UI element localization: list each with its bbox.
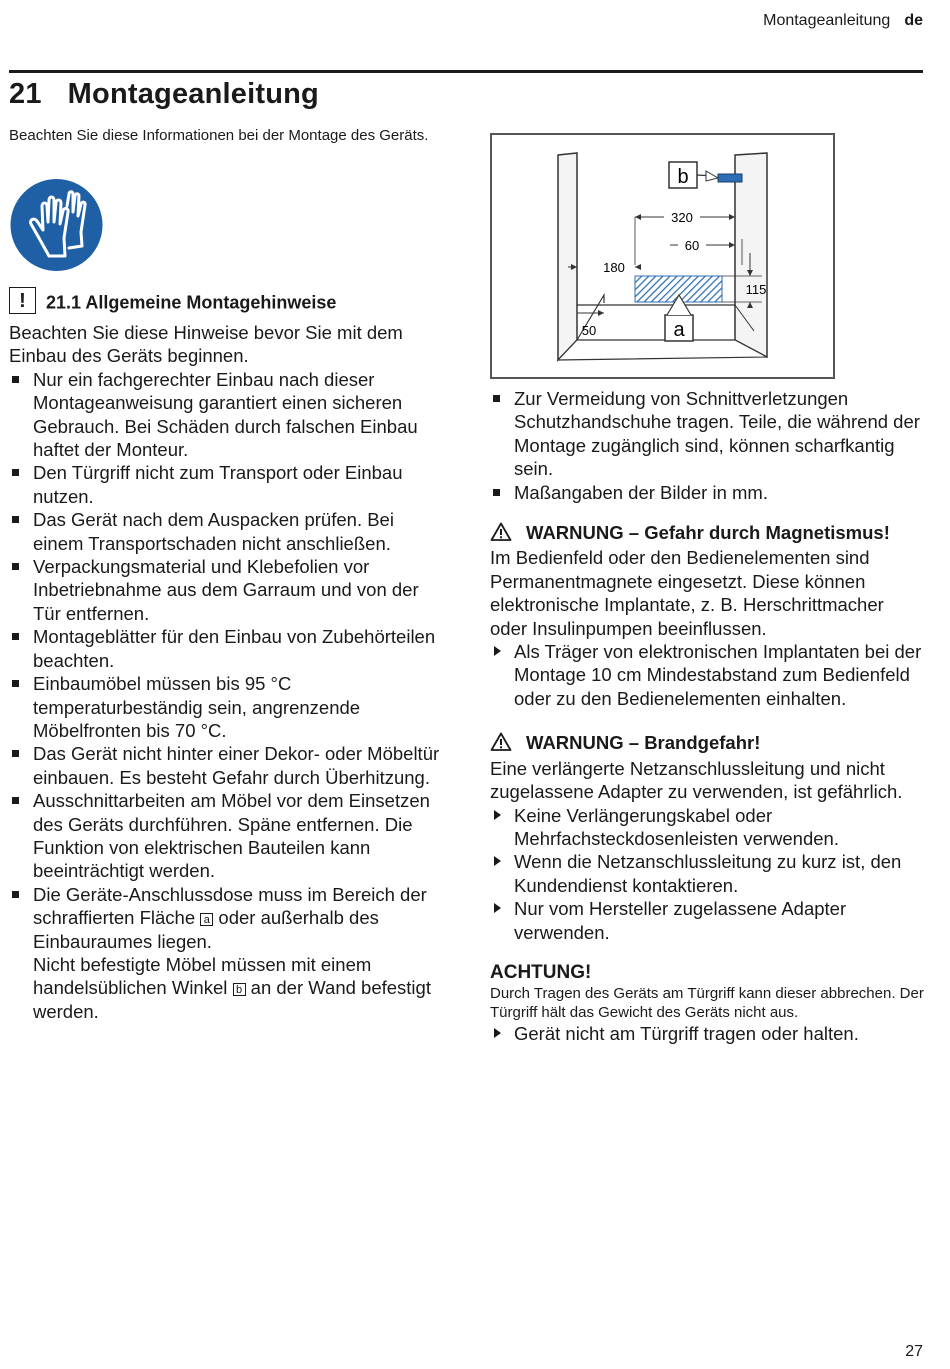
warning-fire-title-text: WARNUNG – Brandgefahr! (526, 732, 761, 754)
installation-figure (490, 133, 835, 379)
section-number: 21.1 (46, 292, 82, 313)
list-item (9, 883, 449, 1023)
running-header (763, 12, 923, 30)
language-code: de (904, 12, 923, 29)
dim-60: 60 (684, 238, 700, 253)
list-item: Das Gerät nach dem Auspacken prüfen. Bei einem Transportschaden nicht anschließen. (9, 508, 449, 555)
warning-fire-title (490, 731, 925, 756)
list-item: Gerät nicht am Türgriff tragen oder halten. (490, 1022, 925, 1045)
section-heading (9, 290, 336, 317)
marker-b: b (233, 983, 246, 996)
list-item: Verpackungsmaterial und Klebefolien vor Inbetriebnahme aus dem Garraum und von der Tür entfernen. (9, 555, 449, 625)
warning-fire-steps (490, 804, 925, 944)
socket-text-3: Nicht befestigte Möbel müssen mit einem handelsüblichen Winkel (33, 953, 372, 999)
safety-list (490, 387, 925, 504)
chapter-intro: Beachten Sie diese Informationen bei der Montage des Geräts. (9, 127, 429, 144)
caution-steps (490, 1022, 925, 1045)
socket-text-1: Die Geräte-Anschlussdose muss im Bereich der schraffierten Fläche (33, 883, 427, 929)
dim-115: 115 (745, 282, 767, 297)
socket-text-4: an der Wand befestigt werden. (33, 977, 431, 1022)
warning-magnetism-title-text: WARNUNG – Gefahr durch Magnetismus! (526, 522, 890, 544)
left-column (9, 321, 449, 1023)
figure-label-b: b (677, 166, 689, 188)
list-item: Das Gerät nicht hinter einer Dekor- oder Möbeltür einbauen. Es besteht Gefahr durch Überhitzung. (9, 742, 449, 789)
protective-gloves-icon (9, 176, 104, 274)
list-item: Keine Verlängerungskabel oder Mehrfachsteckdosenleisten verwenden. (490, 804, 925, 851)
dim-180: 180 (603, 260, 625, 275)
dim-320: 320 (671, 210, 693, 225)
warning-magnetism-text: Im Bedienfeld oder den Bedienelementen sind Permanentmagnete eingesetzt. Diese können elektronische Implantate, z. B. Herschrittmacher oder Insulinpumpen beeinflussen. (490, 547, 884, 639)
page-number: 27 (905, 1343, 923, 1360)
socket-text-2: oder außerhalb des Einbauraumes liegen. (33, 907, 379, 952)
section-title: Allgemeine Montagehinweise (85, 292, 337, 313)
caution-title: ACHTUNG! (490, 961, 592, 983)
chapter-title (9, 78, 319, 111)
warning-magnetism-steps (490, 640, 925, 710)
section-lead: Beachten Sie diese Hinweise bevor Sie mit dem Einbau des Geräts beginnen. (9, 322, 403, 367)
running-header-title: Montageanleitung (763, 12, 891, 29)
list-item: Nur ein fachgerechter Einbau nach dieser Montageanweisung garantiert einen sicheren Gebrauch. Bei Schäden durch falschen Einbau haftet der Monteur. (9, 368, 449, 462)
warning-triangle-icon (490, 522, 512, 546)
figure-label-a: a (673, 319, 685, 341)
warning-magnetism-title (490, 521, 925, 546)
list-item: Maßangaben der Bilder in mm. (490, 481, 925, 504)
header-rule (9, 70, 923, 73)
marker-a: a (200, 913, 213, 926)
left-cabinet-wall (558, 153, 577, 360)
list-item: Nur vom Hersteller zugelassene Adapter verwenden. (490, 897, 925, 944)
list-item: Zur Vermeidung von Schnittverletzungen Schutzhandschuhe tragen. Teile, die während der Montage zugänglich sind, können scharfkantig sein. (490, 387, 925, 481)
list-item: Als Träger von elektronischen Implantaten bei der Montage 10 cm Mindestabstand zum Bedienfeld oder zu den Bedienelementen einhalten. (490, 640, 925, 710)
warning-fire-text: Eine verlängerte Netzanschlussleitung und nicht zugelassene Adapter zu verwenden, ist gefährlich. (490, 757, 903, 803)
caution-text: Durch Tragen des Geräts am Türgriff kann dieser abbrechen. Der Türgriff hält das Gewicht des Geräts nicht aus. (490, 985, 924, 1022)
right-column (490, 387, 925, 1046)
instruction-list (9, 368, 449, 1023)
exclamation-box-icon: ! (9, 287, 36, 314)
mounting-bracket (718, 174, 742, 182)
warning-triangle-icon (490, 732, 512, 756)
list-item: Den Türgriff nicht zum Transport oder Einbau nutzen. (9, 461, 449, 508)
chapter-title-text: Montageanleitung (67, 78, 319, 110)
list-item: Ausschnittarbeiten am Möbel vor dem Einsetzen des Geräts durchführen. Späne entfernen. Die Funktion von elektrischen Bauteilen kann beeinträchtigt werden. (9, 789, 449, 883)
dim-50: 50 (581, 323, 597, 338)
list-item: Montageblätter für den Einbau von Zubehörteilen beachten. (9, 625, 449, 672)
list-item: Wenn die Netzanschlussleitung zu kurz ist, den Kundendienst kontaktieren. (490, 850, 925, 897)
list-item: Einbaumöbel müssen bis 95 °C temperaturbeständig sein, angrenzende Möbelfronten bis 70 °C. (9, 672, 449, 742)
chapter-number: 21 (9, 78, 42, 110)
